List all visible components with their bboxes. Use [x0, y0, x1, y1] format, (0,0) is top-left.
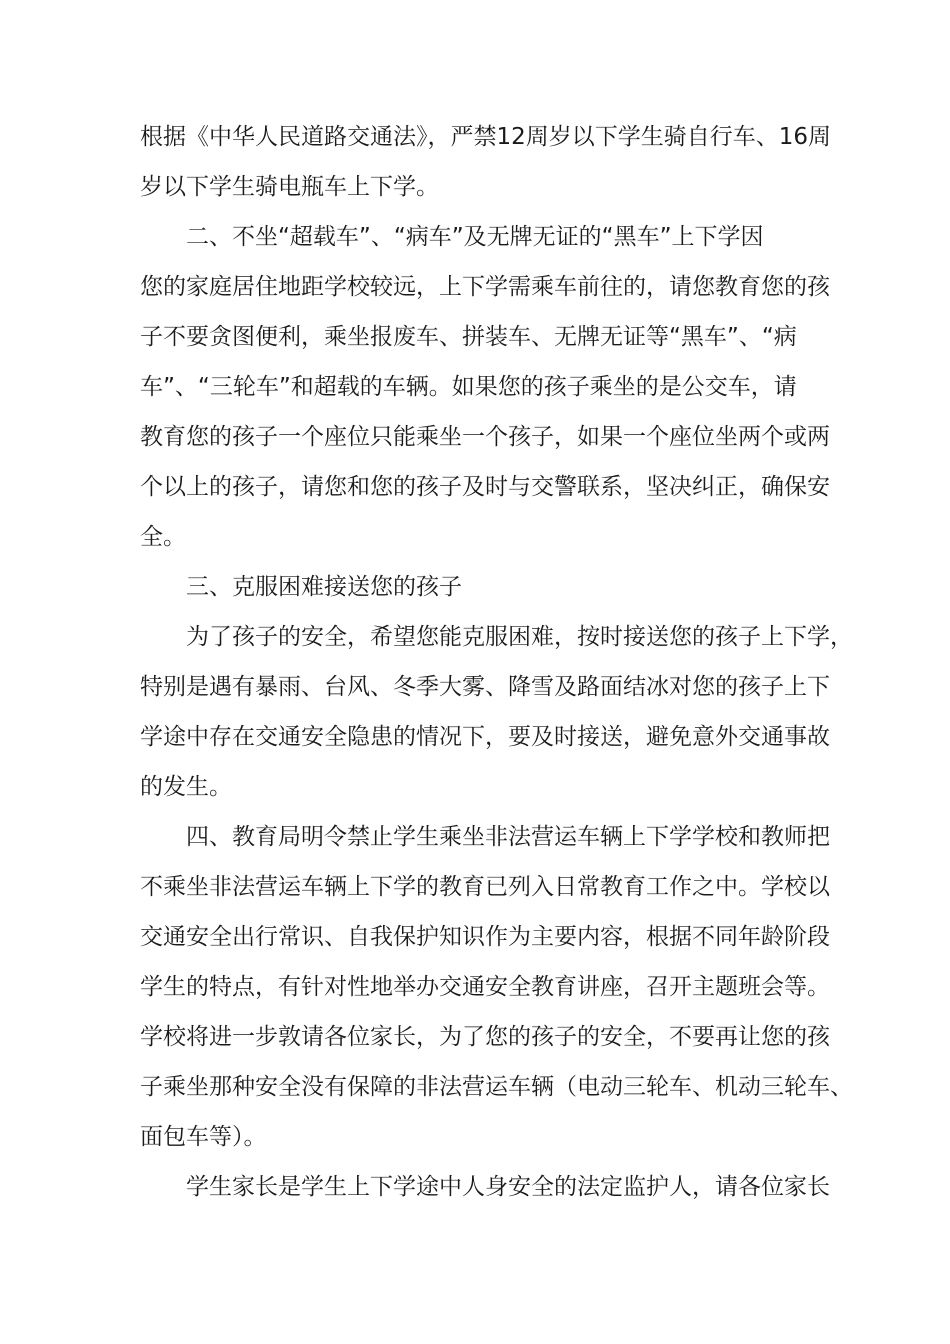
text-line: 学生的特点，有针对性地举办交通安全教育讲座，召开主题班会等。: [140, 974, 830, 1000]
text-line: 您的家庭居住地距学校较远，上下学需乘车前往的，请您教育您的孩: [140, 274, 830, 300]
section-heading: 三、克服困难接送您的孩子: [186, 574, 462, 600]
document-body: [140, 112, 853, 1212]
section-heading: 二、不坐“超载车”、“病车”及无牌无证的“黑车”上下学因: [186, 224, 764, 250]
text-line: 岁以下学生骑电瓶车上下学。: [140, 174, 439, 200]
text-line: 不乘坐非法营运车辆上下学的教育已列入日常教育工作之中。学校以: [140, 874, 830, 900]
text-line: 车”、“三轮车”和超载的车辆。如果您的孩子乘坐的是公交车，请: [140, 374, 797, 400]
text-line: 子不要贪图便利，乘坐报废车、拼装车、无牌无证等“黑车”、“病: [140, 324, 797, 350]
text-line: 子乘坐那种安全没有保障的非法营运车辆（电动三轮车、机动三轮车、: [140, 1074, 853, 1100]
text-line: 学生家长是学生上下学途中人身安全的法定监护人，请各位家长: [186, 1174, 830, 1200]
section-heading: 四、教育局明令禁止学生乘坐非法营运车辆上下学学校和教师把: [186, 824, 830, 850]
text-line: 全。: [140, 524, 186, 550]
text-line: 学校将进一步敦请各位家长，为了您的孩子的安全，不要再让您的孩: [140, 1024, 830, 1050]
text-line: 交通安全出行常识、自我保护知识作为主要内容，根据不同年龄阶段: [140, 924, 830, 950]
text-line: 个以上的孩子，请您和您的孩子及时与交警联系，坚决纠正，确保安: [140, 474, 830, 500]
text-line: 特别是遇有暴雨、台风、冬季大雾、降雪及路面结冰对您的孩子上下: [140, 674, 830, 700]
text-line: 的发生。: [140, 774, 232, 800]
text-line: 面包车等）。: [140, 1124, 267, 1150]
text-line: 为了孩子的安全，希望您能克服困难，按时接送您的孩子上下学，: [186, 624, 853, 650]
text-line: 学途中存在交通安全隐患的情况下，要及时接送，避免意外交通事故: [140, 724, 830, 750]
text-line: 教育您的孩子一个座位只能乘坐一个孩子，如果一个座位坐两个或两: [140, 424, 830, 450]
text-line: 根据《中华人民道路交通法》，严禁12周岁以下学生骑自行车、16周: [140, 124, 832, 150]
